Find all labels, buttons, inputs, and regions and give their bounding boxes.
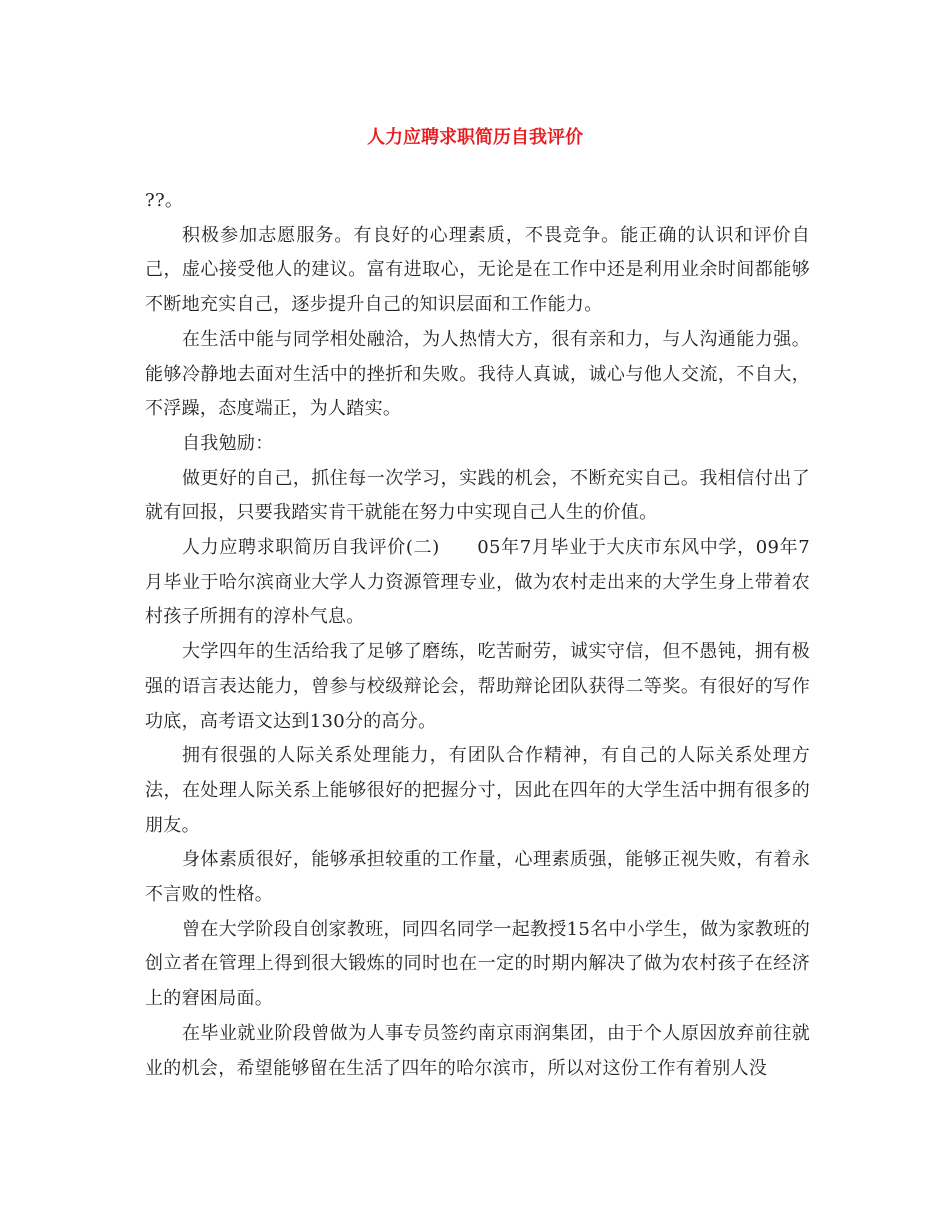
paragraph: 人力应聘求职简历自我评价(二) 05年7月毕业于大庆市东风中学，09年7月毕业于哈尔滨商业大学人力资源管理专业，做为农村走出来的大学生身上带着农村孩子所拥有的淳朴气息。	[145, 537, 810, 628]
paragraph: 身体素质很好，能够承担较重的工作量，心理素质强，能够正视失败，有着永不言败的性格。	[145, 849, 810, 906]
paragraph: 大学四年的生活给我了足够了磨练，吃苦耐劳，诚实守信，但不愚钝，拥有极强的语言表达能力，曾参与校级辩论会，帮助辩论团队获得二等奖。有很好的写作功底，高考语文达到130分的高分。	[145, 641, 810, 732]
paragraph: 拥有很强的人际关系处理能力，有团队合作精神，有自己的人际关系处理方法，在处理人际关系上能够很好的把握分寸，因此在四年的大学生活中拥有很多的朋友。	[145, 745, 810, 836]
document-body	[145, 184, 810, 1086]
document-title: 人力应聘求职简历自我评价	[367, 127, 583, 148]
paragraph: 自我勉励：	[182, 432, 274, 454]
paragraph: 曾在大学阶段自创家教班，同四名同学一起教授15名中小学生，做为家教班的创立者在管理上得到很大锻炼的同时也在一定的时期内解决了做为农村孩子在经济上的窘困局面。	[145, 918, 810, 1010]
paragraph: ??。	[145, 190, 184, 211]
paragraph: 积极参加志愿服务。有良好的心理素质，不畏竞争。能正确的认识和评价自己，虚心接受他人的建议。富有进取心，无论是在工作中还是利用业余时间都能够不断地充实自己，逐步提升自己的知识层面和工作能力。	[145, 224, 810, 316]
paragraph: 做更好的自己，抓住每一次学习，实践的机会，不断充实自己。我相信付出了就有回报，只要我踏实肯干就能在努力中实现自己人生的价值。	[145, 467, 810, 524]
paragraph: 在生活中能与同学相处融洽，为人热情大方，很有亲和力，与人沟通能力强。能够冷静地去面对生活中的挫折和失败。我待人真诚，诚心与他人交流，不自大，不浮躁，态度端正，为人踏实。	[145, 328, 810, 420]
paragraph: 在毕业就业阶段曾做为人事专员签约南京雨润集团，由于个人原因放弃前往就业的机会，希望能够留在生活了四年的哈尔滨市，所以对这份工作有着别人没	[145, 1022, 810, 1079]
